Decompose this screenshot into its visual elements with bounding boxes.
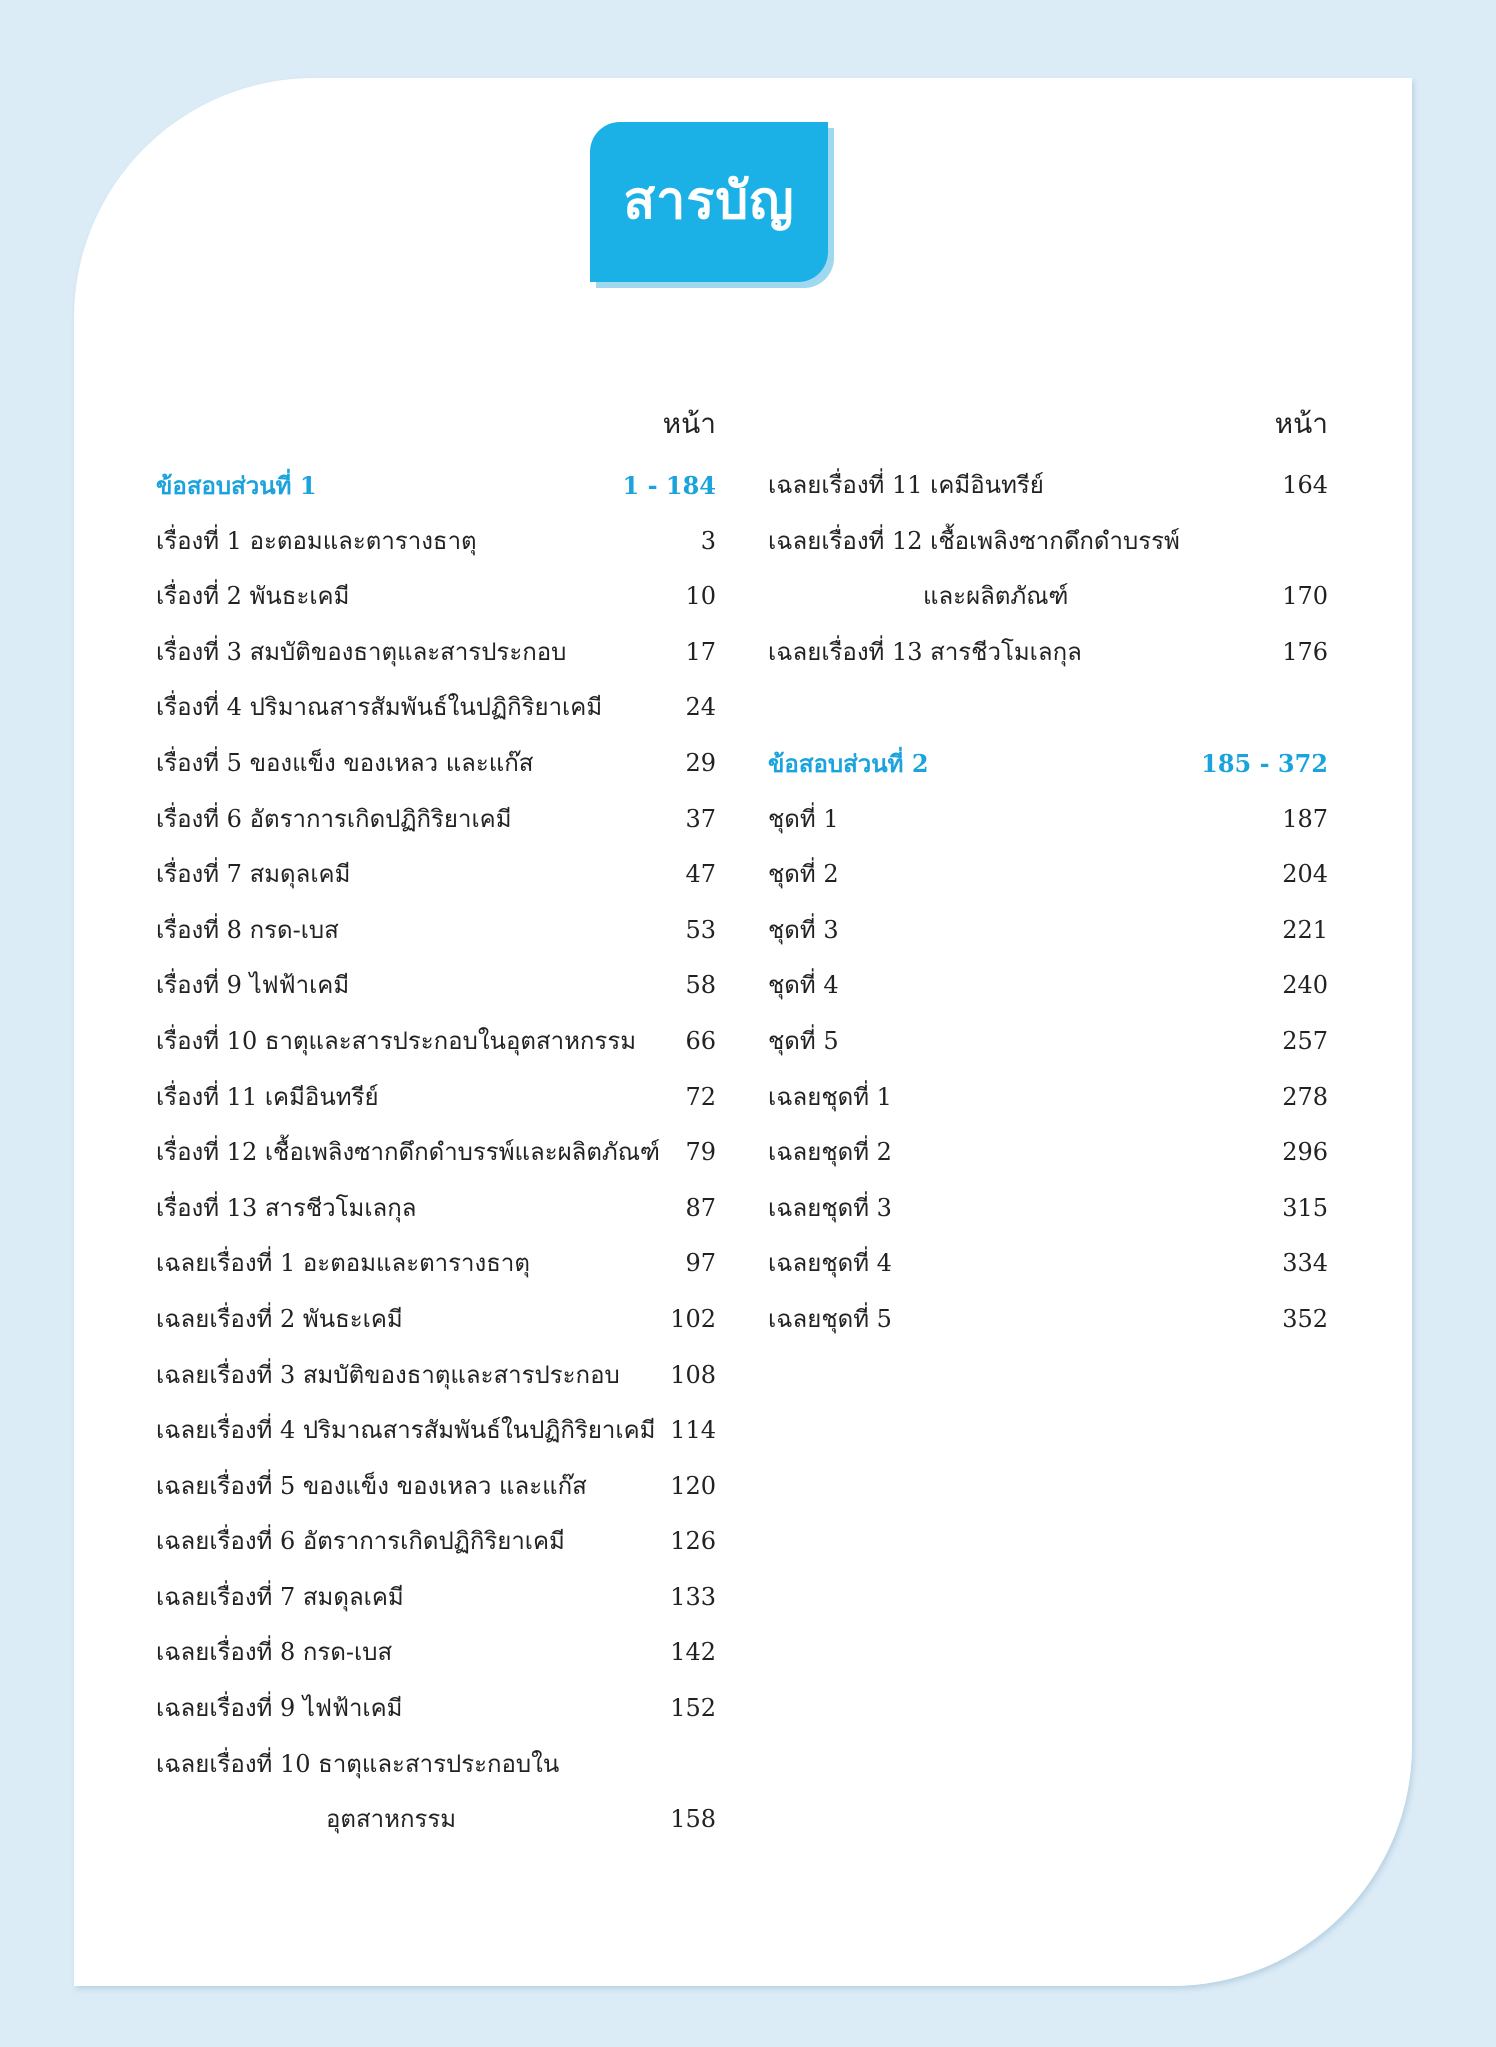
toc-entry-title: เรื่องที่ 3 สมบัติของธาตุและสารประกอบ: [156, 637, 567, 666]
toc-entry-title: เรื่องที่ 7 สมดุลเคมี: [156, 860, 351, 889]
toc-entry-title: เรื่องที่ 1 อะตอมและตารางธาตุ: [156, 526, 477, 555]
toc-entry-title: ชุดที่ 1: [768, 804, 839, 833]
toc-entry-page: 37: [685, 804, 716, 833]
toc-entry-page: 170: [1282, 582, 1328, 611]
toc-entry: [156, 1292, 716, 1348]
toc-entry: [156, 1737, 716, 1793]
toc-entry: [156, 680, 716, 736]
toc-entry-page: 79: [685, 1138, 716, 1167]
toc-entry-page: 352: [1282, 1304, 1328, 1333]
toc-entry-title: เฉลยชุดที่ 1: [768, 1082, 892, 1111]
toc-entry-page: 204: [1282, 860, 1328, 889]
toc-entry: [768, 1292, 1328, 1348]
toc-entry-page: 66: [685, 1026, 716, 1055]
toc-entry-page: 47: [685, 860, 716, 889]
toc-entry-title: ชุดที่ 2: [768, 860, 839, 889]
toc-entry-title: เรื่องที่ 12 เชื้อเพลิงซากดึกดำบรรพ์และผลิตภัณฑ์: [156, 1138, 660, 1167]
toc-entry: [156, 625, 716, 681]
toc-entry: [156, 1236, 716, 1292]
toc-entry: [156, 1570, 716, 1626]
toc-entry: [768, 1125, 1328, 1181]
toc-entry-title: ชุดที่ 3: [768, 915, 839, 944]
toc-entry: [768, 1236, 1328, 1292]
toc-entry-title: เฉลยเรื่องที่ 12 เชื้อเพลิงซากดึกดำบรรพ์: [768, 526, 1180, 555]
toc-entry: [768, 1181, 1328, 1237]
toc-entry: [156, 1514, 716, 1570]
toc-entry-page: 158: [670, 1805, 716, 1834]
toc-entry: [156, 569, 716, 625]
toc-list-left: [156, 458, 716, 1848]
toc-entry: [156, 1014, 716, 1070]
toc-entry-page: 315: [1282, 1193, 1328, 1222]
toc-column-left: [156, 396, 716, 1848]
toc-entry-title: เรื่องที่ 5 ของแข็ง ของเหลว และแก๊ส: [156, 748, 534, 777]
toc-entry: [768, 903, 1328, 959]
toc-entry-title: ชุดที่ 5: [768, 1026, 839, 1055]
toc-entry-page: 72: [685, 1082, 716, 1111]
toc-entry-title: เฉลยเรื่องที่ 3 สมบัติของธาตุและสารประกอบ: [156, 1360, 620, 1389]
toc-entry-page: 133: [670, 1582, 716, 1611]
toc-entry-title: ข้อสอบส่วนที่ 2: [768, 748, 929, 778]
toc-entry: [156, 1681, 716, 1737]
toc-entry: [768, 847, 1328, 903]
toc-entry-title: เฉลยชุดที่ 4: [768, 1249, 892, 1278]
toc-entry: [156, 1403, 716, 1459]
toc-entry: [156, 1792, 716, 1848]
toc-entry-page: 278: [1282, 1082, 1328, 1111]
toc-entry: [156, 1181, 716, 1237]
toc-entry-page: 126: [670, 1527, 716, 1556]
toc-entry-page: 187: [1282, 804, 1328, 833]
toc-entry-page: 185 - 372: [1201, 748, 1328, 778]
toc-entry: [156, 903, 716, 959]
toc-entry-title: เฉลยชุดที่ 2: [768, 1138, 892, 1167]
toc-entry-page: 97: [685, 1249, 716, 1278]
toc-entry-page: 221: [1282, 915, 1328, 944]
toc-entry: [156, 792, 716, 848]
toc-entry-title: เฉลยเรื่องที่ 5 ของแข็ง ของเหลว และแก๊ส: [156, 1471, 587, 1500]
toc-entry-title: เฉลยเรื่องที่ 9 ไฟฟ้าเคมี: [156, 1694, 403, 1723]
toc-entry-title: เฉลยเรื่องที่ 13 สารชีวโมเลกุล: [768, 637, 1082, 666]
toc-entry-page: 152: [670, 1694, 716, 1723]
toc-entry-page: 257: [1282, 1026, 1328, 1055]
toc-entry-title: เรื่องที่ 9 ไฟฟ้าเคมี: [156, 971, 350, 1000]
toc-entry-title: เรื่องที่ 2 พันธะเคมี: [156, 582, 350, 611]
toc-entry-page: 296: [1282, 1138, 1328, 1167]
toc-entry-title: เรื่องที่ 8 กรด-เบส: [156, 915, 339, 944]
page-column-header: หน้า: [662, 407, 716, 440]
toc-entry-page: 176: [1282, 637, 1328, 666]
toc-entry-page: 10: [685, 582, 716, 611]
toc-entry: [768, 1014, 1328, 1070]
toc-entry-title: อุตสาหกรรม: [326, 1805, 457, 1834]
toc-entry: [156, 847, 716, 903]
toc-entry-title: เฉลยชุดที่ 3: [768, 1193, 892, 1222]
toc-entry-title: เฉลยเรื่องที่ 2 พันธะเคมี: [156, 1304, 403, 1333]
toc-entry: [156, 1070, 716, 1126]
toc-entry-title: และผลิตภัณฑ์: [923, 582, 1069, 611]
toc-section-row: [156, 458, 716, 514]
toc-entry-page: 87: [685, 1193, 716, 1222]
title-badge: [590, 122, 828, 282]
toc-entry-title: เฉลยชุดที่ 5: [768, 1304, 892, 1333]
toc-entry: [768, 625, 1328, 681]
toc-entry-page: 53: [685, 915, 716, 944]
page-column-header: หน้า: [1274, 407, 1328, 440]
toc-entry-page: 114: [670, 1416, 716, 1445]
toc-entry-title: เฉลยเรื่องที่ 10 ธาตุและสารประกอบใน: [156, 1749, 560, 1778]
toc-entry-title: เรื่องที่ 4 ปริมาณสารสัมพันธ์ในปฏิกิริยาเคมี: [156, 693, 603, 722]
toc-entry-title: เฉลยเรื่องที่ 11 เคมีอินทรีย์: [768, 471, 1044, 499]
toc-entry-page: 24: [685, 693, 716, 722]
toc-entry-page: 240: [1282, 971, 1328, 1000]
toc-entry: [156, 1459, 716, 1515]
toc-entry-page: 58: [685, 971, 716, 1000]
toc-entry-page: 142: [670, 1638, 716, 1667]
toc-entry: [156, 1625, 716, 1681]
toc-entry-title: เฉลยเรื่องที่ 8 กรด-เบส: [156, 1638, 393, 1667]
toc-entry: [768, 958, 1328, 1014]
toc-entry: [768, 792, 1328, 848]
toc-entry-page: 17: [685, 637, 716, 666]
toc-section-row: [768, 736, 1328, 792]
toc-entry-page: 3: [700, 526, 716, 555]
toc-entry: [768, 1070, 1328, 1126]
toc-entry-title: เฉลยเรื่องที่ 1 อะตอมและตารางธาตุ: [156, 1249, 530, 1278]
toc-entry-title: เฉลยเรื่องที่ 4 ปริมาณสารสัมพันธ์ในปฏิกิริยาเคมี: [156, 1416, 656, 1445]
toc-entry-page: 334: [1282, 1249, 1328, 1278]
toc-entry: [156, 736, 716, 792]
toc-entry-title: เรื่องที่ 13 สารชีวโมเลกุล: [156, 1193, 417, 1222]
toc-entry: [768, 514, 1328, 570]
toc-entry: [768, 569, 1328, 625]
toc-entry-page: 108: [670, 1360, 716, 1389]
toc-entry-title: ข้อสอบส่วนที่ 1: [156, 471, 317, 500]
toc-entry-page: 120: [670, 1471, 716, 1500]
toc-entry-title: ชุดที่ 4: [768, 971, 839, 1000]
toc-entry-title: เรื่องที่ 11 เคมีอินทรีย์: [156, 1082, 379, 1111]
toc-entry: [768, 680, 1328, 736]
toc-entry-page: 164: [1282, 471, 1328, 499]
toc-entry-title: เฉลยเรื่องที่ 7 สมดุลเคมี: [156, 1582, 404, 1611]
toc-entry-title: เรื่องที่ 10 ธาตุและสารประกอบในอุตสาหกรรม: [156, 1026, 637, 1055]
toc-entry-page: 102: [670, 1304, 716, 1333]
toc-column-right: [768, 396, 1328, 1348]
toc-entry-title: เรื่องที่ 6 อัตราการเกิดปฏิกิริยาเคมี: [156, 804, 512, 833]
toc-list-right: [768, 458, 1328, 1348]
toc-entry: [768, 458, 1328, 514]
toc-entry-title: เฉลยเรื่องที่ 6 อัตราการเกิดปฏิกิริยาเคมี: [156, 1527, 565, 1556]
toc-entry: [156, 514, 716, 570]
toc-entry-page: 29: [685, 748, 716, 777]
toc-entry-page: 1 - 184: [622, 471, 716, 500]
toc-entry: [156, 1125, 716, 1181]
toc-entry: [156, 958, 716, 1014]
page-title: สารบัญ: [623, 170, 795, 231]
toc-entry: [156, 1348, 716, 1404]
